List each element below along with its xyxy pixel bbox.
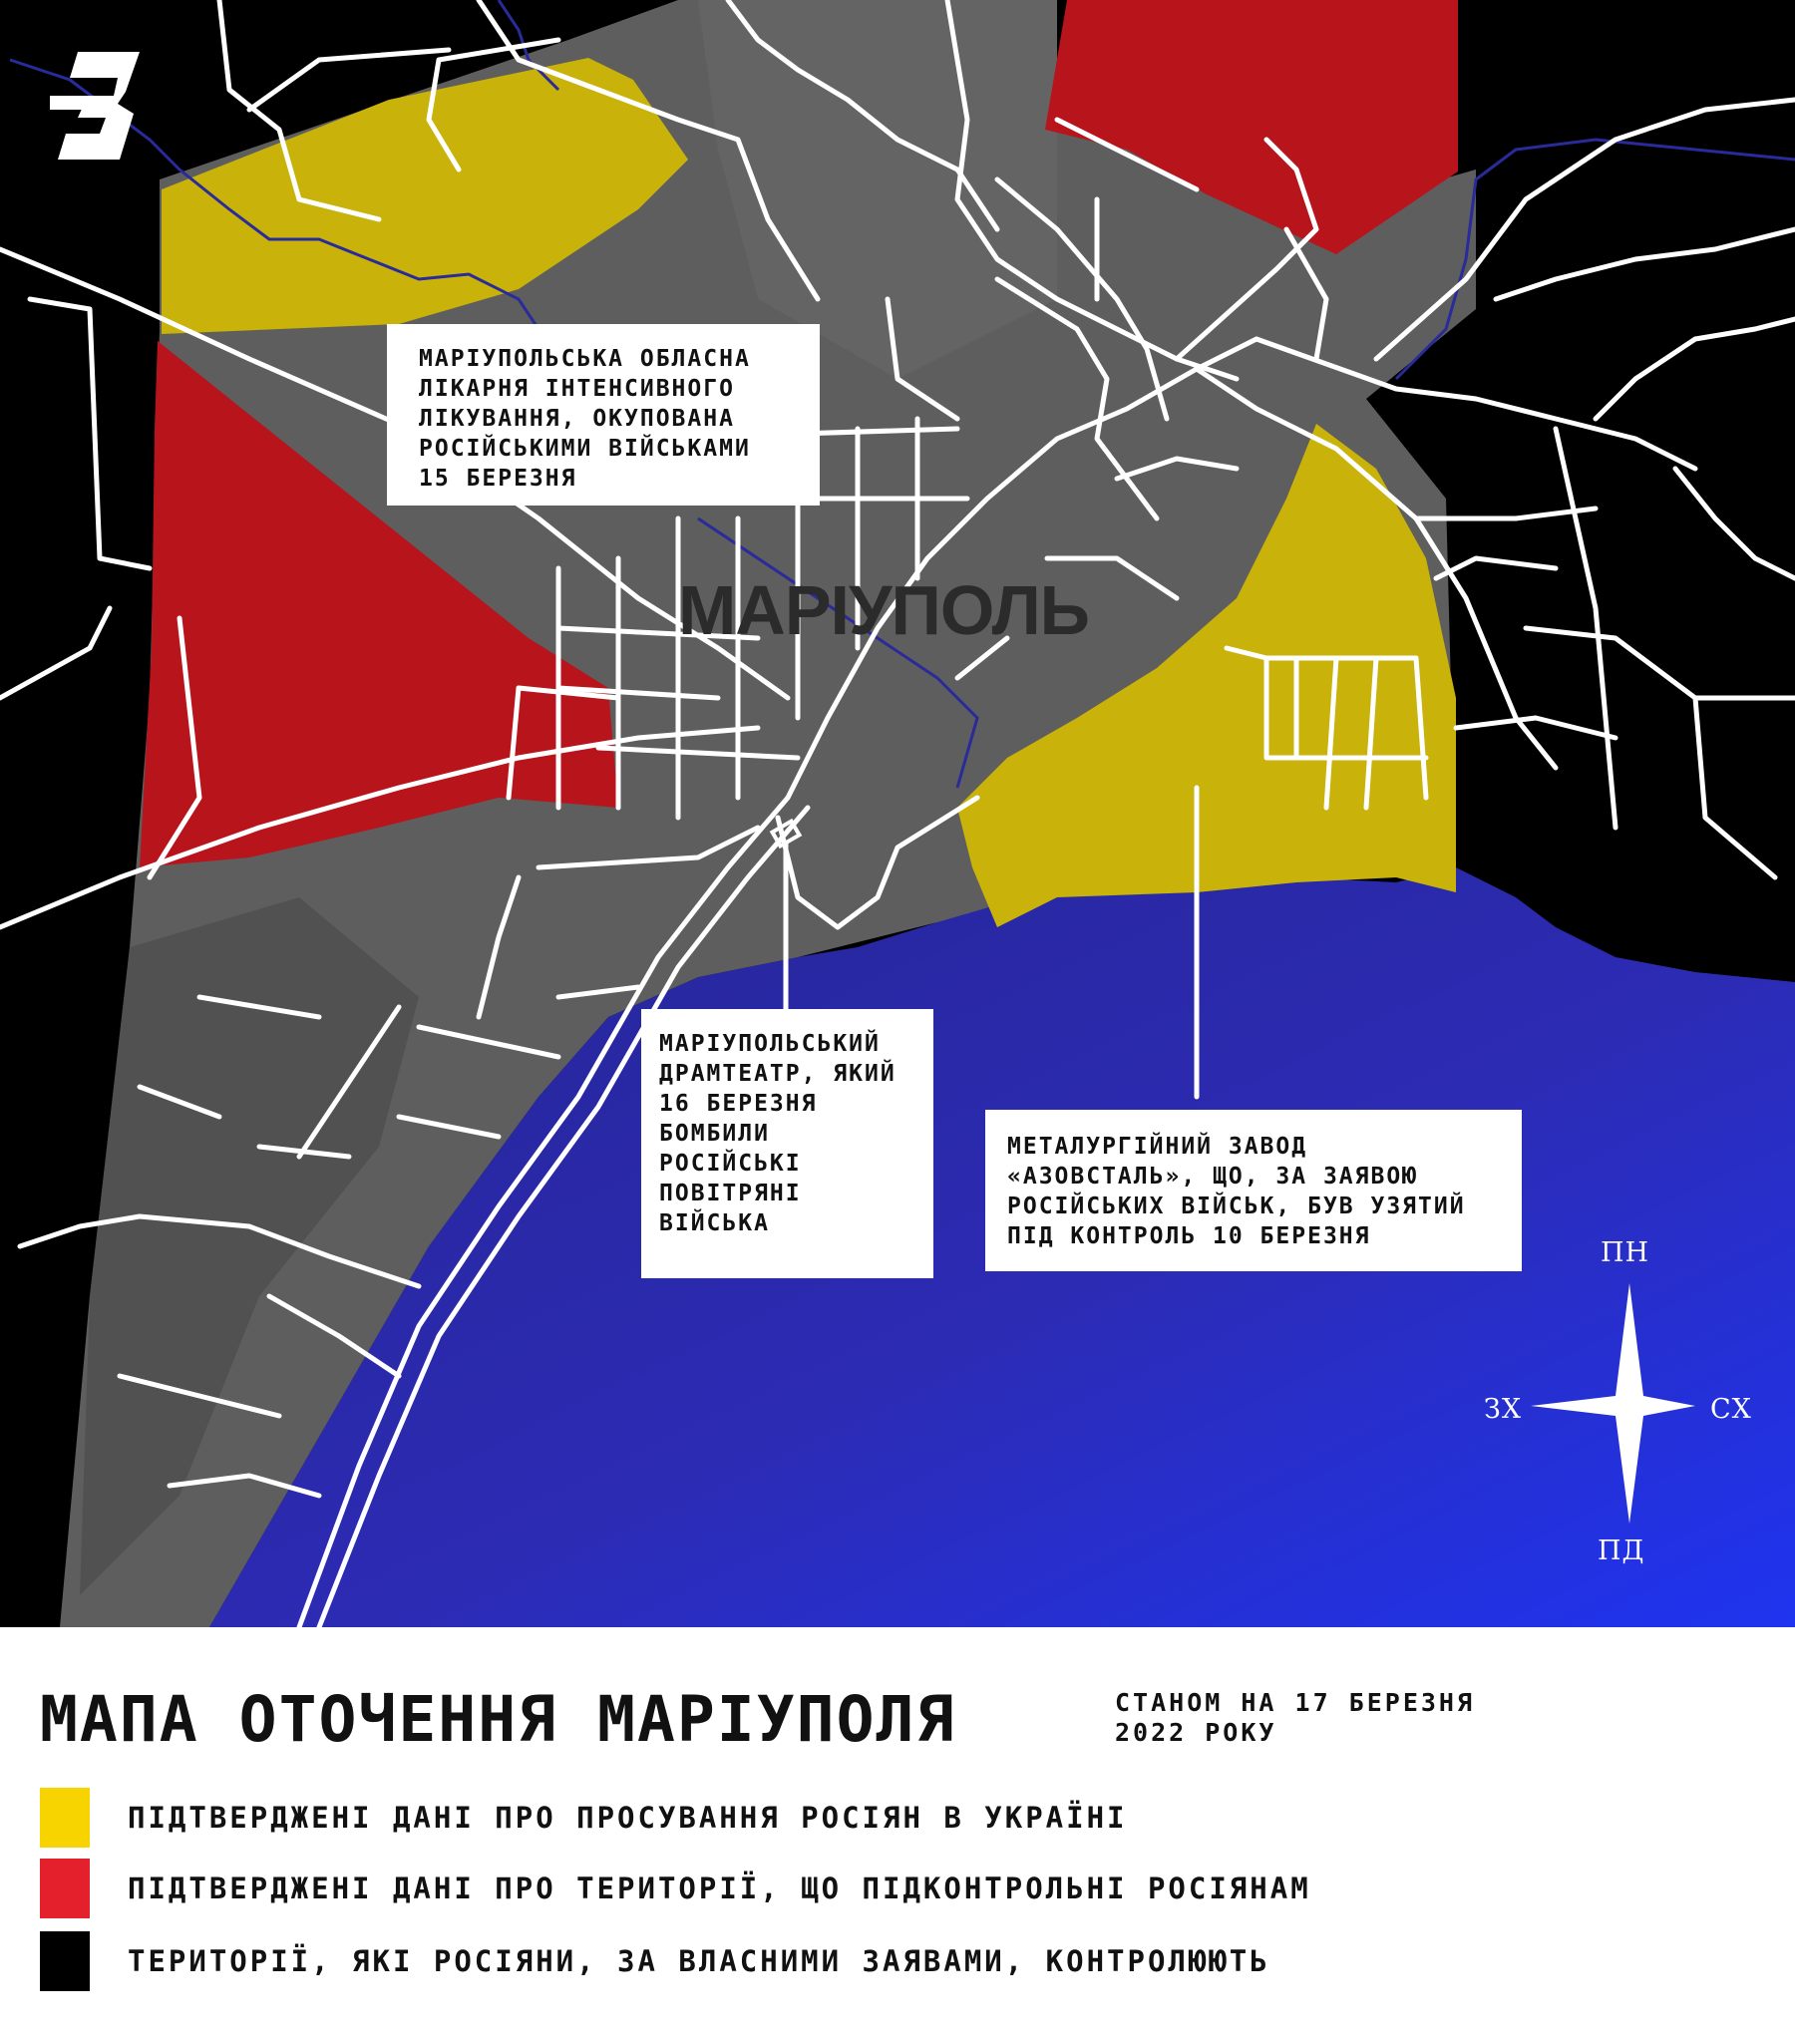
callout-theatre: МАРІУПОЛЬСЬКИЙ ДРАМТЕАТР, ЯКИЙ 16 БЕРЕЗНЯ БОМБИЛИ РОСІЙСЬКІ ПОВІТРЯНІ ВІЙСЬКА xyxy=(641,1009,933,1278)
footer-title: МАПА ОТОЧЕННЯ МАРІУПОЛЯ xyxy=(40,1683,956,1756)
legend-swatch-red xyxy=(40,1859,90,1918)
legend-item-controlled xyxy=(40,1859,1311,1918)
callout-azovstal: МЕТАЛУРГІЙНИЙ ЗАВОД «АЗОВСТАЛЬ», ЩО, ЗА ЗАЯВОЮ РОСІЙСЬКИХ ВІЙСЬК, БУВ УЗЯТИЙ ПІД КОНТРОЛЬ 10 БЕРЕЗНЯ xyxy=(985,1110,1522,1271)
legend-label: ПІДТВЕРДЖЕНІ ДАНІ ПРО ТЕРИТОРІЇ, ЩО ПІДКОНТРОЛЬНІ РОСІЯНАМ xyxy=(128,1872,1311,1905)
compass-north-label: ПН xyxy=(1601,1237,1650,1268)
compass-west-label: ЗХ xyxy=(1484,1394,1523,1425)
compass-east-label: СХ xyxy=(1710,1394,1752,1425)
legend-item-advance xyxy=(40,1788,1128,1848)
legend-swatch-yellow xyxy=(40,1788,90,1848)
publisher-logo-icon xyxy=(48,52,148,167)
city-label: МАРІУПОЛЬ xyxy=(678,571,1089,649)
footer-date: СТАНОМ НА 17 БЕРЕЗНЯ 2022 РОКУ xyxy=(1115,1688,1476,1747)
callout-hospital: МАРІУПОЛЬСЬКА ОБЛАСНА ЛІКАРНЯ ІНТЕНСИВНОГО ЛІКУВАННЯ, ОКУПОВАНА РОСІЙСЬКИМИ ВІЙСЬКАМИ 15 БЕРЕЗНЯ xyxy=(387,324,820,506)
legend-label: ПІДТВЕРДЖЕНІ ДАНІ ПРО ПРОСУВАННЯ РОСІЯН В УКРАЇНІ xyxy=(128,1801,1128,1835)
legend-item-claimed xyxy=(40,1931,1270,1991)
compass-south-label: ПД xyxy=(1598,1535,1645,1566)
legend-swatch-black xyxy=(40,1931,90,1991)
legend-label: ТЕРИТОРІЇ, ЯКІ РОСІЯНИ, ЗА ВЛАСНИМИ ЗАЯВАМИ, КОНТРОЛЮЮТЬ xyxy=(128,1944,1270,1978)
